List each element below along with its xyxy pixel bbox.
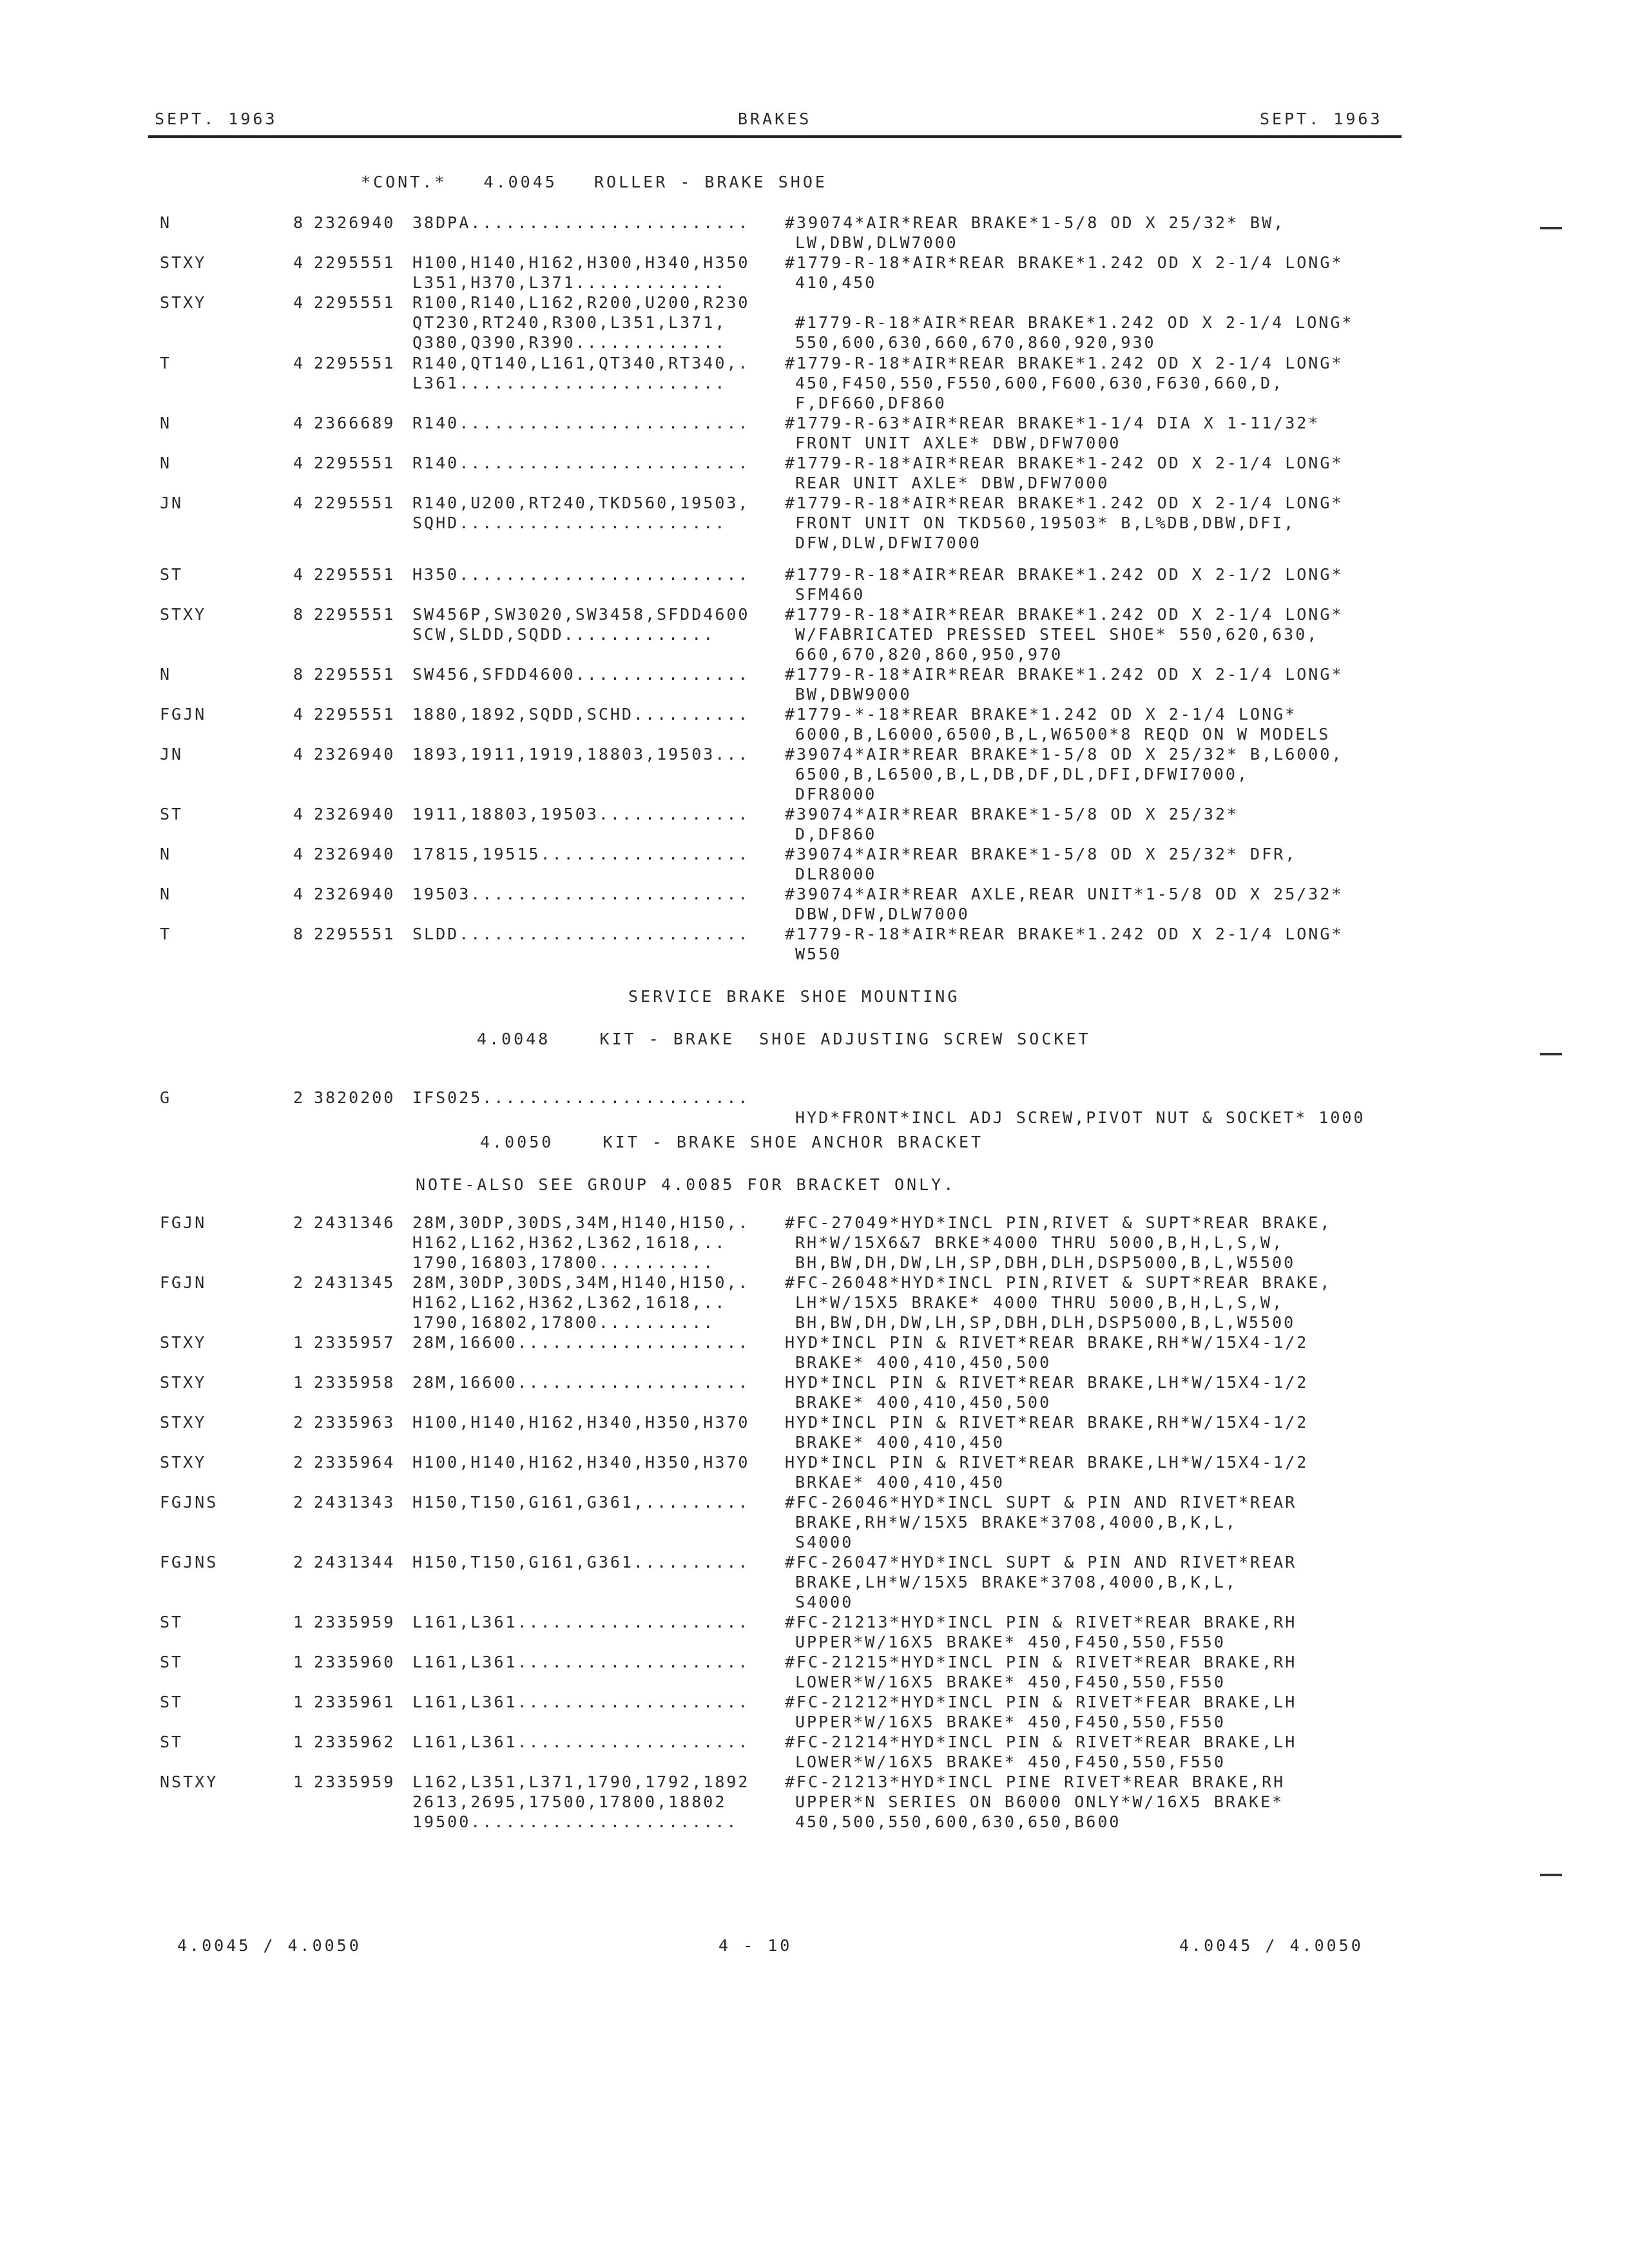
part-number: 2335964 (314, 1453, 396, 1472)
part-number: 2335957 (314, 1333, 396, 1352)
part-number: 2431343 (314, 1493, 396, 1512)
section-heading: SERVICE BRAKE SHOE MOUNTING (628, 987, 960, 1006)
section-heading: NOTE-ALSO SEE GROUP 4.0085 FOR BRACKET ONLY. (416, 1175, 956, 1194)
model-code: STXY (160, 1373, 207, 1392)
model-code: STXY (160, 253, 207, 272)
description-line: FRONT UNIT ON TKD560,19503* B,L%DB,DBW,DFI, (795, 514, 1296, 532)
quantity: 1 (293, 1773, 305, 1791)
description-line: #FC-21213*HYD*INCL PINE RIVET*REAR BRAKE,RH (785, 1773, 1286, 1791)
part-number: 2431344 (314, 1553, 396, 1571)
model-code: STXY (160, 1333, 207, 1352)
description-line: #39074*AIR*REAR BRAKE*1-5/8 OD X 25/32* DFR, (785, 845, 1297, 863)
model-line: SLDD......................... (412, 925, 750, 943)
part-description (785, 1692, 1296, 1732)
part-number: 2431345 (314, 1273, 396, 1292)
model-list (412, 1492, 750, 1512)
quantity: 4 (293, 454, 305, 472)
part-number: 2326940 (314, 213, 396, 232)
description-line: DFR8000 (795, 785, 877, 803)
part-description (785, 804, 1239, 844)
model-list (412, 413, 750, 433)
model-code: FGJNS (160, 1553, 218, 1571)
model-code: T (160, 925, 172, 943)
model-line: 1893,1911,1919,18803,19503... (412, 745, 750, 764)
description-line: 6000,B,L6000,6500,B,L,W6500*8 REQD ON W MODELS (795, 725, 1331, 744)
model-line: L161,L361.................... (412, 1733, 750, 1751)
quantity: 1 (293, 1653, 305, 1671)
description-line: LH*W/15X5 BRAKE* 4000 THRU 5000,B,H,L,S,W, (795, 1293, 1284, 1312)
model-code: G (160, 1088, 172, 1107)
header-date-right: SEPT. 1963 (1260, 110, 1383, 128)
footer-section-right: 4.0045 / 4.0050 (1179, 1936, 1364, 1955)
margin-mark (1540, 1874, 1562, 1876)
quantity: 2 (293, 1553, 305, 1571)
description-line: #FC-26047*HYD*INCL SUPT & PIN AND RIVET*REAR (785, 1553, 1297, 1571)
model-code: JN (160, 494, 184, 512)
description-line: BW,DBW9000 (795, 685, 912, 704)
model-code: T (160, 354, 172, 372)
model-line: H162,L162,H362,L362,1618,.. (412, 1233, 727, 1252)
model-line: 28M,16600.................... (412, 1373, 750, 1392)
model-code: FGJNS (160, 1493, 218, 1512)
model-line: SQHD....................... (412, 514, 727, 532)
model-line: R140,U200,RT240,TKD560,19503, (412, 494, 750, 512)
description-line: DBW,DFW,DLW7000 (795, 905, 970, 923)
part-number: 2326940 (314, 805, 396, 823)
model-code: STXY (160, 1453, 207, 1472)
part-number: 2335959 (314, 1773, 396, 1791)
description-line: HYD*INCL PIN & RIVET*REAR BRAKE,RH*W/15X4-1/2 (785, 1333, 1309, 1352)
part-description (785, 1652, 1296, 1692)
description-line: UPPER*N SERIES ON B6000 ONLY*W/16X5 BRAKE* (795, 1792, 1284, 1811)
description-line: #1779-*-18*REAR BRAKE*1.242 OD X 2-1/4 LONG* (785, 705, 1297, 724)
model-code: ST (160, 1653, 184, 1671)
part-number: 2431346 (314, 1213, 396, 1232)
description-line: LOWER*W/16X5 BRAKE* 450,F450,550,F550 (795, 1673, 1226, 1691)
quantity: 8 (293, 665, 305, 684)
model-line: R140......................... (412, 414, 750, 432)
quantity: 4 (293, 805, 305, 823)
description-line: 450,F450,550,F550,600,F600,630,F630,660,D, (795, 374, 1284, 392)
part-number: 2295551 (314, 605, 396, 624)
part-description (785, 844, 1296, 884)
description-line: #1779-R-18*AIR*REAR BRAKE*1.242 OD X 2-1/4 LONG* (785, 925, 1344, 943)
quantity: 1 (293, 1333, 305, 1352)
part-description (785, 744, 1343, 804)
description-line: UPPER*W/16X5 BRAKE* 450,F450,550,F550 (795, 1633, 1226, 1651)
model-list (412, 1612, 750, 1632)
model-line: H100,H140,H162,H340,H350,H370 (412, 1413, 750, 1432)
description-line: #39074*AIR*REAR BRAKE*1-5/8 OD X 25/32* B,L6000, (785, 745, 1344, 764)
description-line: #39074*AIR*REAR BRAKE*1-5/8 OD X 25/32* (785, 805, 1239, 823)
model-list (412, 1332, 750, 1352)
part-description (785, 293, 1353, 352)
part-description (785, 1552, 1296, 1612)
description-line: #FC-21215*HYD*INCL PIN & RIVET*REAR BRAKE,RH (785, 1653, 1297, 1671)
description-line (785, 1088, 1365, 1108)
model-list (412, 744, 750, 764)
description-line: BRAKE,RH*W/15X5 BRAKE*3708,4000,B,K,L, (795, 1513, 1237, 1532)
model-line: SW456,SFDD4600............... (412, 665, 750, 684)
quantity: 2 (293, 1413, 305, 1432)
description-line: #1779-R-18*AIR*REAR BRAKE*1.242 OD X 2-1/4 LONG* (795, 313, 1354, 332)
quantity: 4 (293, 705, 305, 724)
model-list (412, 1452, 750, 1472)
model-list (412, 1273, 750, 1332)
footer-section-left: 4.0045 / 4.0050 (177, 1936, 361, 1955)
model-code: ST (160, 1613, 184, 1631)
description-line: HYD*FRONT*INCL ADJ SCREW,PIVOT NUT & SOCKET* 1000 (795, 1108, 1365, 1127)
model-line: QT230,RT240,R300,L351,L371, (412, 313, 727, 332)
part-number: 2326940 (314, 885, 396, 903)
description-line: #1779-R-18*AIR*REAR BRAKE*1-242 OD X 2-1/4 LONG* (785, 454, 1344, 472)
description-line: #39074*AIR*REAR AXLE,REAR UNIT*1-5/8 OD X 25/32* (785, 885, 1344, 903)
model-line: L161,L361.................... (412, 1613, 750, 1631)
model-list (412, 293, 750, 352)
model-list (412, 453, 750, 473)
part-description (785, 1332, 1308, 1372)
header-rule (148, 135, 1402, 138)
model-line: L161,L361.................... (412, 1693, 750, 1711)
part-description (785, 1732, 1296, 1772)
quantity: 4 (293, 885, 305, 903)
model-code: ST (160, 1693, 184, 1711)
part-number: 2295551 (314, 665, 396, 684)
model-line: L161,L361.................... (412, 1653, 750, 1671)
description-line: HYD*INCL PIN & RIVET*REAR BRAKE,LH*W/15X4-1/2 (785, 1453, 1309, 1472)
model-line: 19500....................... (412, 1812, 738, 1831)
part-description (785, 1372, 1308, 1412)
description-line: RH*W/15X6&7 BRKE*4000 THRU 5000,B,H,L,S,W, (795, 1233, 1284, 1252)
part-description (785, 453, 1343, 493)
description-line: #FC-27049*HYD*INCL PIN,RIVET & SUPT*REAR BRAKE, (785, 1213, 1332, 1232)
description-line: #1779-R-18*AIR*REAR BRAKE*1.242 OD X 2-1/4 LONG* (785, 605, 1344, 624)
part-description (785, 353, 1343, 413)
part-number: 2295551 (314, 925, 396, 943)
model-line: SCW,SLDD,SQDD............. (412, 625, 715, 644)
description-line: BRAKE,LH*W/15X5 BRAKE*3708,4000,B,K,L, (795, 1573, 1237, 1591)
quantity: 1 (293, 1613, 305, 1631)
quantity: 4 (293, 253, 305, 272)
quantity: 2 (293, 1493, 305, 1512)
description-line: 660,670,820,860,950,970 (795, 645, 1063, 664)
quantity: 1 (293, 1733, 305, 1751)
part-number: 2295551 (314, 565, 396, 584)
part-number: 2295551 (314, 354, 396, 372)
part-number: 2335961 (314, 1693, 396, 1711)
part-description (785, 924, 1343, 964)
margin-mark (1540, 227, 1562, 229)
part-description (785, 1772, 1285, 1832)
model-list (412, 1213, 750, 1273)
description-line: #39074*AIR*REAR BRAKE*1-5/8 OD X 25/32* BW, (785, 213, 1286, 232)
part-number: 2335958 (314, 1373, 396, 1392)
quantity: 2 (293, 1453, 305, 1472)
description-line: #1779-R-18*AIR*REAR BRAKE*1.242 OD X 2-1/4 LONG* (785, 253, 1344, 272)
model-line: 28M,16600.................... (412, 1333, 750, 1352)
part-number: 2295551 (314, 253, 396, 272)
description-line: BH,BW,DH,DW,LH,SP,DBH,DLH,DSP5000,B,L,W5500 (795, 1253, 1296, 1272)
part-number: 3820200 (314, 1088, 396, 1107)
model-code: STXY (160, 1413, 207, 1432)
model-list (412, 1372, 750, 1392)
model-list (412, 493, 750, 533)
description-line: D,DF860 (795, 825, 877, 843)
description-line: W/FABRICATED PRESSED STEEL SHOE* 550,620,630, (795, 625, 1319, 644)
part-number: 2326940 (314, 745, 396, 764)
description-line: 6500,B,L6500,B,L,DB,DF,DL,DFI,DFWI7000, (795, 765, 1249, 783)
model-list (412, 253, 750, 293)
quantity: 1 (293, 1373, 305, 1392)
part-number: 2366689 (314, 414, 396, 432)
model-code: NSTXY (160, 1773, 218, 1791)
header-date-left: SEPT. 1963 (155, 110, 278, 128)
description-line: FRONT UNIT AXLE* DBW,DFW7000 (795, 434, 1121, 452)
model-line: 1880,1892,SQDD,SCHD.......... (412, 705, 750, 724)
model-line: 17815,19515.................. (412, 845, 750, 863)
quantity: 4 (293, 565, 305, 584)
part-number: 2335960 (314, 1653, 396, 1671)
description-line: S4000 (795, 1593, 854, 1611)
quantity: 8 (293, 213, 305, 232)
description-line: 550,600,630,660,670,860,920,930 (795, 333, 1156, 352)
description-line: #1779-R-18*AIR*REAR BRAKE*1.242 OD X 2-1/4 LONG* (785, 665, 1344, 684)
description-line: #FC-21214*HYD*INCL PIN & RIVET*REAR BRAKE,LH (785, 1733, 1297, 1751)
quantity: 4 (293, 414, 305, 432)
description-line: S4000 (795, 1533, 854, 1552)
model-code: N (160, 885, 172, 903)
part-description (785, 1492, 1296, 1552)
model-list (412, 704, 750, 724)
model-code: N (160, 845, 172, 863)
part-description (785, 1088, 1365, 1128)
model-line: R100,R140,L162,R200,U200,R230 (412, 293, 750, 312)
part-number: 2335963 (314, 1413, 396, 1432)
quantity: 8 (293, 925, 305, 943)
model-list (412, 213, 750, 233)
model-list (412, 604, 750, 644)
model-list (412, 844, 750, 864)
description-line: REAR UNIT AXLE* DBW,DFW7000 (795, 474, 1110, 492)
model-code: FGJN (160, 705, 207, 724)
description-line: W550 (795, 945, 842, 963)
model-line: 1790,16802,17800.......... (412, 1313, 715, 1332)
model-line: 28M,30DP,30DS,34M,H140,H150,. (412, 1273, 750, 1292)
model-list (412, 1692, 750, 1712)
description-line: SFM460 (795, 585, 865, 604)
model-list (412, 564, 750, 584)
model-line: H350......................... (412, 565, 750, 584)
description-line: HYD*INCL PIN & RIVET*REAR BRAKE,RH*W/15X4-1/2 (785, 1413, 1309, 1432)
description-line: #1779-R-18*AIR*REAR BRAKE*1.242 OD X 2-1/4 LONG* (785, 494, 1344, 512)
model-list (412, 884, 750, 904)
description-line: #FC-21213*HYD*INCL PIN & RIVET*REAR BRAKE,RH (785, 1613, 1297, 1631)
model-line: L162,L351,L371,1790,1792,1892 (412, 1773, 750, 1791)
part-description (785, 1412, 1308, 1452)
model-line: L351,H370,L371............. (412, 273, 727, 292)
description-line: BRAKE* 400,410,450,500 (795, 1393, 1052, 1412)
quantity: 2 (293, 1213, 305, 1232)
description-line: 450,500,550,600,630,650,B600 (795, 1812, 1121, 1831)
quantity: 4 (293, 293, 305, 312)
part-description (785, 1273, 1331, 1332)
part-description (785, 1452, 1308, 1492)
model-list (412, 1412, 750, 1432)
description-line: BRAKE* 400,410,450 (795, 1433, 1005, 1452)
model-list (412, 804, 750, 824)
quantity: 4 (293, 745, 305, 764)
model-line: H150,T150,G161,G361,......... (412, 1493, 750, 1512)
model-line: Q380,Q390,R390............. (412, 333, 727, 352)
quantity: 1 (293, 1693, 305, 1711)
part-number: 2295551 (314, 293, 396, 312)
model-code: N (160, 414, 172, 432)
part-number: 2295551 (314, 494, 396, 512)
model-list (412, 1652, 750, 1672)
part-number: 2335962 (314, 1733, 396, 1751)
margin-mark (1540, 1053, 1562, 1055)
model-list (412, 664, 750, 684)
model-line: H150,T150,G161,G361.......... (412, 1553, 750, 1571)
model-line: 2613,2695,17500,17800,18802 (412, 1792, 727, 1811)
quantity: 4 (293, 845, 305, 863)
description-line: BRKAE* 400,410,450 (795, 1473, 1005, 1492)
model-line: R140......................... (412, 454, 750, 472)
model-line: H100,H140,H162,H300,H340,H350 (412, 253, 750, 272)
model-line: 28M,30DP,30DS,34M,H140,H150,. (412, 1213, 750, 1232)
part-description (785, 253, 1343, 293)
model-code: STXY (160, 293, 207, 312)
model-code: ST (160, 1733, 184, 1751)
description-line: BRAKE* 400,410,450,500 (795, 1353, 1052, 1372)
model-line: R140,QT140,L161,QT340,RT340,. (412, 354, 750, 372)
model-list (412, 1732, 750, 1752)
section-heading: *CONT.* 4.0045 ROLLER - BRAKE SHOE (361, 173, 827, 191)
model-list (412, 924, 750, 944)
header-title: BRAKES (738, 110, 812, 128)
description-line (785, 293, 1353, 312)
description-line: F,DF660,DF860 (795, 394, 947, 412)
footer-page-number: 4 - 10 (718, 1936, 793, 1955)
model-code: STXY (160, 605, 207, 624)
model-code: ST (160, 565, 184, 584)
quantity: 2 (293, 1088, 305, 1107)
model-code: ST (160, 805, 184, 823)
model-code: N (160, 454, 172, 472)
model-line: 38DPA........................ (412, 213, 750, 232)
model-code: JN (160, 745, 184, 764)
model-line: 19503........................ (412, 885, 750, 903)
description-line: LW,DBW,DLW7000 (795, 233, 958, 252)
model-line: H100,H140,H162,H340,H350,H370 (412, 1453, 750, 1472)
model-line: SW456P,SW3020,SW3458,SFDD4600 (412, 605, 750, 624)
model-line: 1911,18803,19503............. (412, 805, 750, 823)
model-code: N (160, 213, 172, 232)
part-description (785, 664, 1343, 704)
model-line: H162,L162,H362,L362,1618,.. (412, 1293, 727, 1312)
model-line: 1790,16803,17800.......... (412, 1253, 715, 1272)
description-line: LOWER*W/16X5 BRAKE* 450,F450,550,F550 (795, 1753, 1226, 1771)
part-number: 2326940 (314, 845, 396, 863)
part-description (785, 704, 1330, 744)
description-line: DLR8000 (795, 865, 877, 883)
quantity: 4 (293, 354, 305, 372)
part-number: 2335959 (314, 1613, 396, 1631)
quantity: 8 (293, 605, 305, 624)
section-heading: 4.0048 KIT - BRAKE SHOE ADJUSTING SCREW SOCKET (477, 1030, 1091, 1048)
part-description (785, 413, 1320, 453)
description-line: DFW,DLW,DFWI7000 (795, 533, 981, 552)
part-number: 2295551 (314, 705, 396, 724)
part-description (785, 604, 1343, 664)
description-line: UPPER*W/16X5 BRAKE* 450,F450,550,F550 (795, 1713, 1226, 1731)
model-code: N (160, 665, 172, 684)
model-code: FGJN (160, 1273, 207, 1292)
description-line: #FC-26048*HYD*INCL PIN,RIVET & SUPT*REAR BRAKE, (785, 1273, 1332, 1292)
model-code: FGJN (160, 1213, 207, 1232)
description-line: #1779-R-18*AIR*REAR BRAKE*1.242 OD X 2-1/4 LONG* (785, 354, 1344, 372)
model-list (412, 353, 750, 393)
description-line: 410,450 (795, 273, 877, 292)
model-list (412, 1772, 750, 1832)
model-line: IFS025....................... (412, 1088, 750, 1107)
description-line: BH,BW,DH,DW,LH,SP,DBH,DLH,DSP5000,B,L,W5500 (795, 1313, 1296, 1332)
part-description (785, 1213, 1331, 1273)
description-line: #1779-R-18*AIR*REAR BRAKE*1.242 OD X 2-1/2 LONG* (785, 565, 1344, 584)
description-line: #1779-R-63*AIR*REAR BRAKE*1-1/4 DIA X 1-11/32* (785, 414, 1320, 432)
part-description (785, 884, 1343, 924)
model-list (412, 1552, 750, 1572)
part-description (785, 213, 1285, 253)
description-line: #FC-26046*HYD*INCL SUPT & PIN AND RIVET*REAR (785, 1493, 1297, 1512)
quantity: 2 (293, 1273, 305, 1292)
section-heading: 4.0050 KIT - BRAKE SHOE ANCHOR BRACKET (480, 1133, 984, 1151)
model-line: L361....................... (412, 374, 727, 392)
part-description (785, 493, 1343, 553)
description-line: #FC-21212*HYD*INCL PIN & RIVET*FEAR BRAKE,LH (785, 1693, 1297, 1711)
part-description (785, 1612, 1296, 1652)
model-list (412, 1088, 750, 1108)
quantity: 4 (293, 494, 305, 512)
part-number: 2295551 (314, 454, 396, 472)
part-description (785, 564, 1343, 604)
description-line: HYD*INCL PIN & RIVET*REAR BRAKE,LH*W/15X4-1/2 (785, 1373, 1309, 1392)
